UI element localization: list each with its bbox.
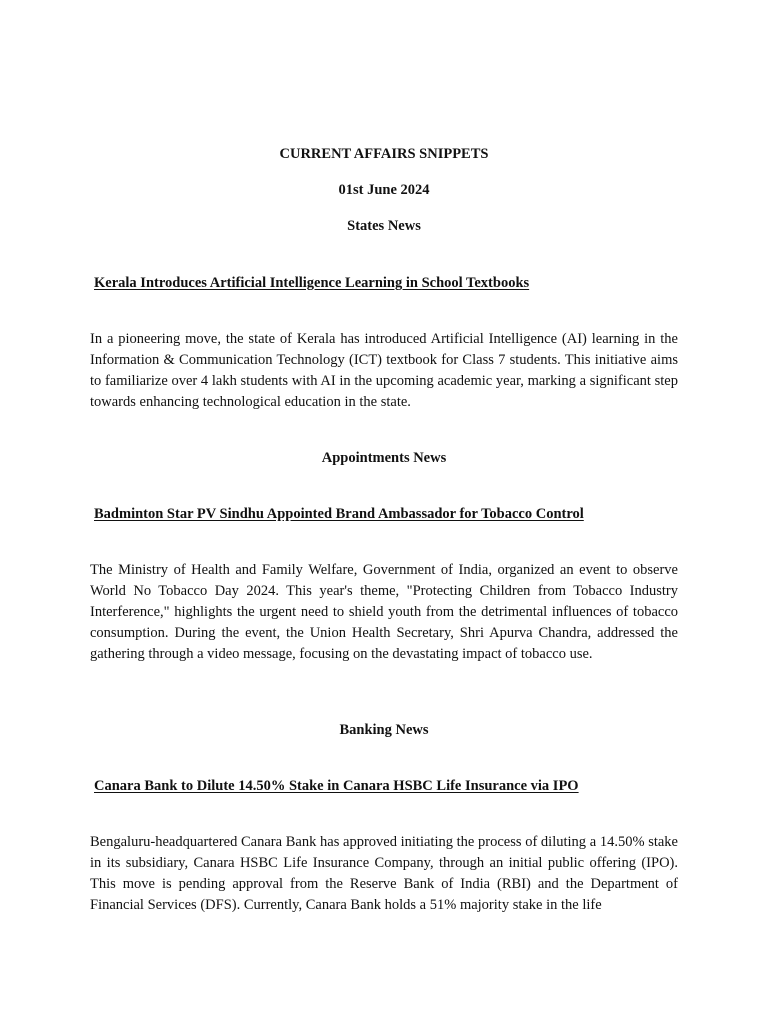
article-body-kerala: In a pioneering move, the state of Kerala has introduced Artificial Intelligence (AI) learning in the Information & Communication Technology (ICT) textbook for Class 7 students. This initiative aims to familiarize over 4 lakh students with AI in the upcoming academic year, marking a significant step towards enhancing technological education in the state.: [90, 331, 678, 410]
article-title-sindhu: Badminton Star PV Sindhu Appointed Brand Ambassador for Tobacco Control: [94, 506, 584, 522]
section-heading-appointments: Appointments News: [321, 450, 447, 466]
article-title-kerala: Kerala Introduces Artificial Intelligence Learning in School Textbooks: [94, 275, 530, 291]
section-heading-states: States News: [347, 218, 421, 234]
document-title: CURRENT AFFAIRS SNIPPETS: [279, 146, 489, 162]
section-heading-banking: Banking News: [339, 722, 429, 738]
article-body-canara: Bengaluru-headquartered Canara Bank has approved initiating the process of diluting a 14.50% stake in its subsidiary, Canara HSBC Life Insurance Company, through an initial public offering (IPO). This move is pending approval from the Reserve Bank of India (RBI) and the Department of Financial Services (DFS). Currently, Canara Bank holds a 51% majority stake in the life: [90, 834, 678, 913]
article-title-canara: Canara Bank to Dilute 14.50% Stake in Canara HSBC Life Insurance via IPO: [94, 778, 579, 794]
document-date: 01st June 2024: [338, 182, 430, 198]
article-body-sindhu: The Ministry of Health and Family Welfare, Government of India, organized an event to observe World No Tobacco Day 2024. This year's theme, "Protecting Children from Tobacco Industry Interference," highlights the urgent need to shield youth from the detrimental influences of tobacco consumption. During the event, the Union Health Secretary, Shri Apurva Chandra, addressed the gathering through a video message, focusing on the devastating impact of tobacco use.: [90, 562, 678, 662]
